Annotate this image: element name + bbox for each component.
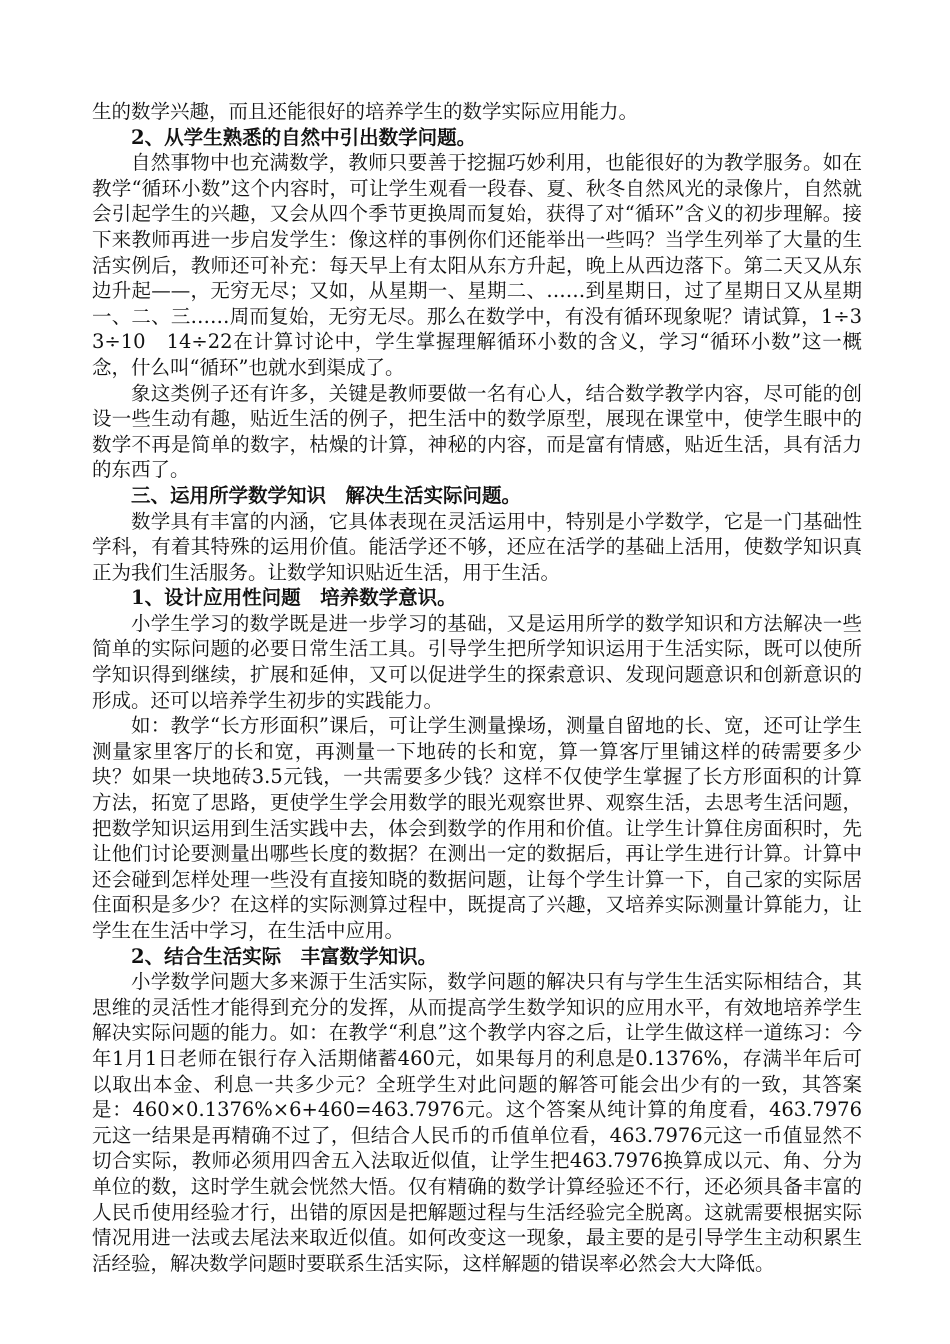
paragraph-apply-intro: 数学具有丰富的内涵，它具体表现在灵活运用中，特别是小学数学，它是一门基础性学科，有着其特殊的运用价值。能活学还不够，还应在活学的基础上活用，使数学知识真正为我们生活服务。让数学知识贴近生活，用于生活。 (92, 509, 862, 584)
paragraph-design-problems: 小学生学习的数学既是进一步学习的基础，又是运用所学的数学知识和方法解决一些简单的实际问题的必要日常生活工具。引导学生把所学知识运用于生活实际，既可以使所学知识得到继续，扩展和延伸，又可以促进学生的探索意识、发现问题意识和创新意识的形成。还可以培养学生初步的实践能力。 (92, 611, 862, 712)
paragraph-nature-example: 自然事物中也充满数学，教师只要善于挖掘巧妙利用，也能很好的为教学服务。如在教学“循环小数”这个内容时，可让学生观看一段春、夏、秋冬自然风光的录像片，自然就会引起学生的兴趣，又会从四个季节更换周而复始，获得了对“循环”含义的初步理解。接下来教师再进一步启发学生：像这样的事例你们还能举出一些吗？当学生列举了大量的生活实例后，教师还可补充：每天早上有太阳从东方升起，晚上从西边落下。第二天又从东边升起——，无穷无尽；又如，从星期一、星期二、……到星期日，过了星期日又从星期一、二、三……周而复始，无穷无尽。那么在数学中，有没有循环现象呢？请试算，1÷3 3÷10 14÷22在计算讨论中，学生掌握理解循环小数的含义，学习“循环小数”这一概念，什么叫“循环”也就水到渠成了。 (92, 151, 882, 379)
section-heading-nature: 2、从学生熟悉的自然中引出数学问题。 (131, 125, 477, 149)
section-heading-apply-knowledge: 三、运用所学数学知识 解决生活实际问题。 (131, 483, 522, 507)
paragraph-nature-summary: 象这类例子还有许多，关键是教师要做一名有心人，结合数学教学内容，尽可能的创设一些生动有趣，贴近生活的例子，把生活中的数学原型，展现在课堂中，使学生眼中的数学不再是简单的数字，枯燥的计算，神秘的内容，而是富有情感，贴近生活，具有活力的东西了。 (92, 381, 862, 482)
paragraph-area-example: 如：教学“长方形面积”课后，可让学生测量操场，测量自留地的长、宽，还可让学生测量家里客厅的长和宽，再测量一下地砖的长和宽，算一算客厅里铺这样的砖需要多少块？如果一块地砖3.5元钱，一共需要多少钱？这样不仅使学生掌握了长方形面积的计算方法，拓宽了思路，更使学生学会用数学的眼光观察世界、观察生活，去思考生活问题，把数学知识运用到生活实践中去，体会到数学的作用和价值。让学生计算住房面积时，先让他们讨论要测量出哪些长度的数据？在测出一定的数据后，再让学生进行计算。计算中还会碰到怎样处理一些没有直接知晓的数据问题，让每个学生计算一下，自己家的实际居住面积是多少？在这样的实际测算过程中，既提高了兴趣，又培养实际测量计算能力，让学生在生活中学习，在生活中应用。 (92, 714, 862, 942)
document-body (92, 99, 882, 1276)
section-heading-design-problems: 1、设计应用性问题 培养数学意识。 (131, 586, 457, 610)
paragraph-interest-example: 小学数学问题大多来源于生活实际，数学问题的解决只有与学生生活实际相结合，其思维的灵活性才能得到充分的发挥，从而提高学生数学知识的应用水平，有效地培养学生解决实际问题的能力。如：在教学“利息”这个教学内容之后，让学生做这样一道练习：今年1月1日老师在银行存入活期储蓄460元，如果每月的利息是0.1376%，存满半年后可以取出本金、利息一共多少元？全班学生对此问题的解答可能会出少有的一致，其答案是：460×0.1376%×6+460=463.7976元。这个答案从纯计算的角度看，463.7976元这一结果是再精确不过了，但结合人民币的币值单位看，463.7976元这一币值显然不切合实际，教师必须用四舍五入法取近似值，让学生把463.7976换算成以元、角、分为单位的数，这时学生就会恍然大悟。仅有精确的数学计算经验还不行，还必须具备丰富的人民币使用经验才行，出错的原因是把解题过程与生活经验完全脱离。这就需要根据实际情况用进一法或去尾法来取近似值。如何改变这一现象，最主要的是引导学生主动积累生活经验，解决数学问题时要联系生活实际，这样解题的错误率必然会大大降低。 (92, 970, 862, 1275)
paragraph-intro-tail: 生的数学兴趣，而且还能很好的培养学生的数学实际应用能力。 (92, 100, 639, 123)
section-heading-real-life: 2、结合生活实际 丰富数学知识。 (131, 944, 438, 968)
